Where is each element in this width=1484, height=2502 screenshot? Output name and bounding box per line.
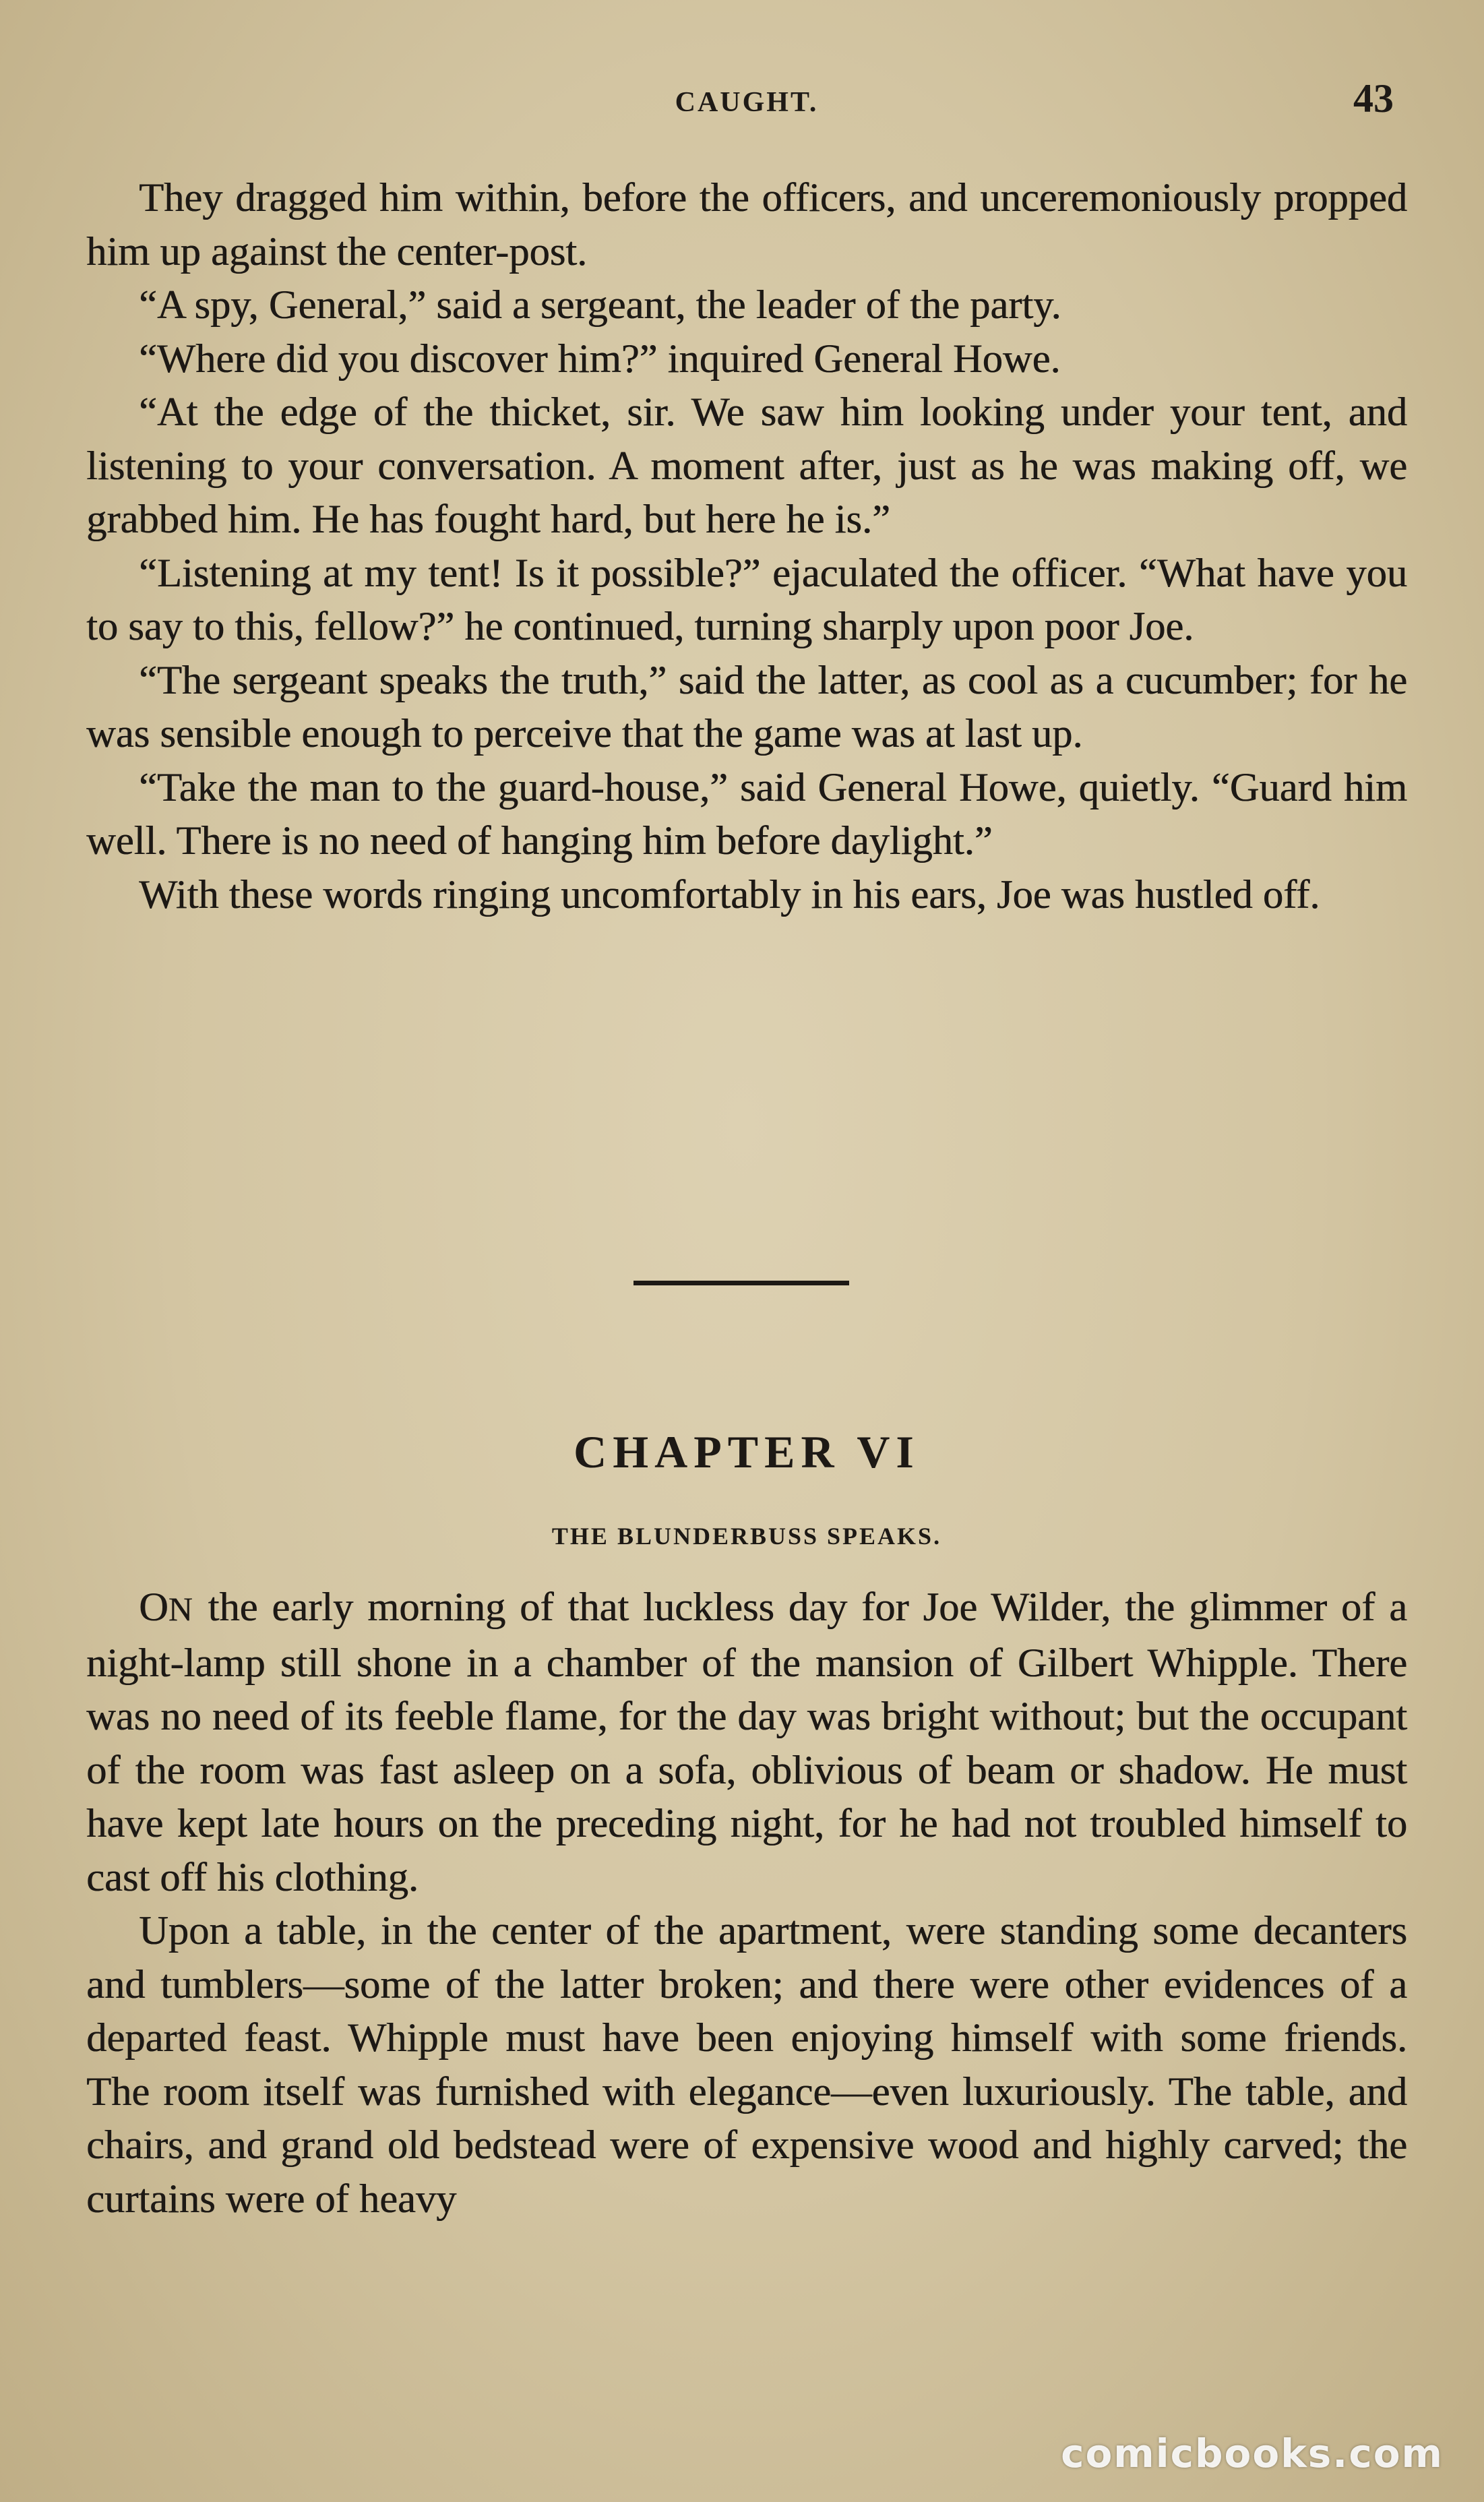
- running-head: CAUGHT.: [675, 87, 819, 118]
- opening-paragraph: [86, 1581, 1407, 1904]
- paragraph: “Where did you discover him?” inquired General Howe.: [139, 336, 1061, 382]
- page-number: 43: [1353, 76, 1394, 121]
- watermark-text: comicbooks.com: [1061, 2431, 1444, 2476]
- paragraph: With these words ringing uncomfortably in his ears, Joe was hustled off.: [139, 872, 1320, 917]
- paragraph: “Listening at my tent! Is it possible?” ejaculated the officer. “What have you to say to this, fellow?” he continued, turning sharply upon poor Joe.: [86, 550, 1407, 649]
- section-text-chapter-vi: [86, 1581, 1407, 2226]
- paragraph: They dragged him within, before the officers, and unceremoniously propped him up against the center-post.: [86, 175, 1407, 274]
- opening-small-caps: N: [168, 1591, 194, 1628]
- chapter-title: CHAPTER VI: [574, 1426, 920, 1477]
- section-divider-rule: [633, 1281, 849, 1285]
- section-text-caught: [86, 171, 1407, 921]
- paragraph: “At the edge of the thicket, sir. We saw him looking under your tent, and listening to your conversation. A moment after, just as he was making off, we grabbed him. He has fought hard, but here he is.”: [86, 390, 1407, 542]
- paragraph: “A spy, General,” said a sergeant, the leader of the party.: [139, 282, 1061, 328]
- paragraph: Upon a table, in the center of the apartment, were standing some decanters and tumblers—some of the latter broken; and there were other evidences of a departed feast. Whipple must have been enjoying himself with some friends. The room itself was furnished with elegance—even luxuriously. The table, and chairs, and grand old bedstead were of expensive wood and highly carved; the curtains were of heavy: [86, 1908, 1407, 2222]
- opening-paragraph-text: the early morning of that luckless day for Joe Wilder, the glimmer of a night-lamp still shone in a chamber of the mansion of Gilbert Whipple. There was no need of its feeble flame, for the day was bright without; but the occupant of the room was fast asleep on a sofa, oblivious of beam or shadow. He must have kept late hours on the preceding night, for he had not troubled himself to cast off his clothing.: [86, 1585, 1407, 1900]
- paragraph: “The sergeant speaks the truth,” said the latter, as cool as a cucumber; for he was sensible enough to perceive that the game was at last up.: [86, 657, 1407, 756]
- opening-initial: O: [139, 1585, 168, 1630]
- chapter-subtitle: THE BLUNDERBUSS SPEAKS.: [551, 1523, 942, 1550]
- page-header: [86, 75, 1407, 136]
- paragraph: “Take the man to the guard-house,” said General Howe, quietly. “Guard him well. There is no need of hanging him before daylight.”: [86, 764, 1407, 863]
